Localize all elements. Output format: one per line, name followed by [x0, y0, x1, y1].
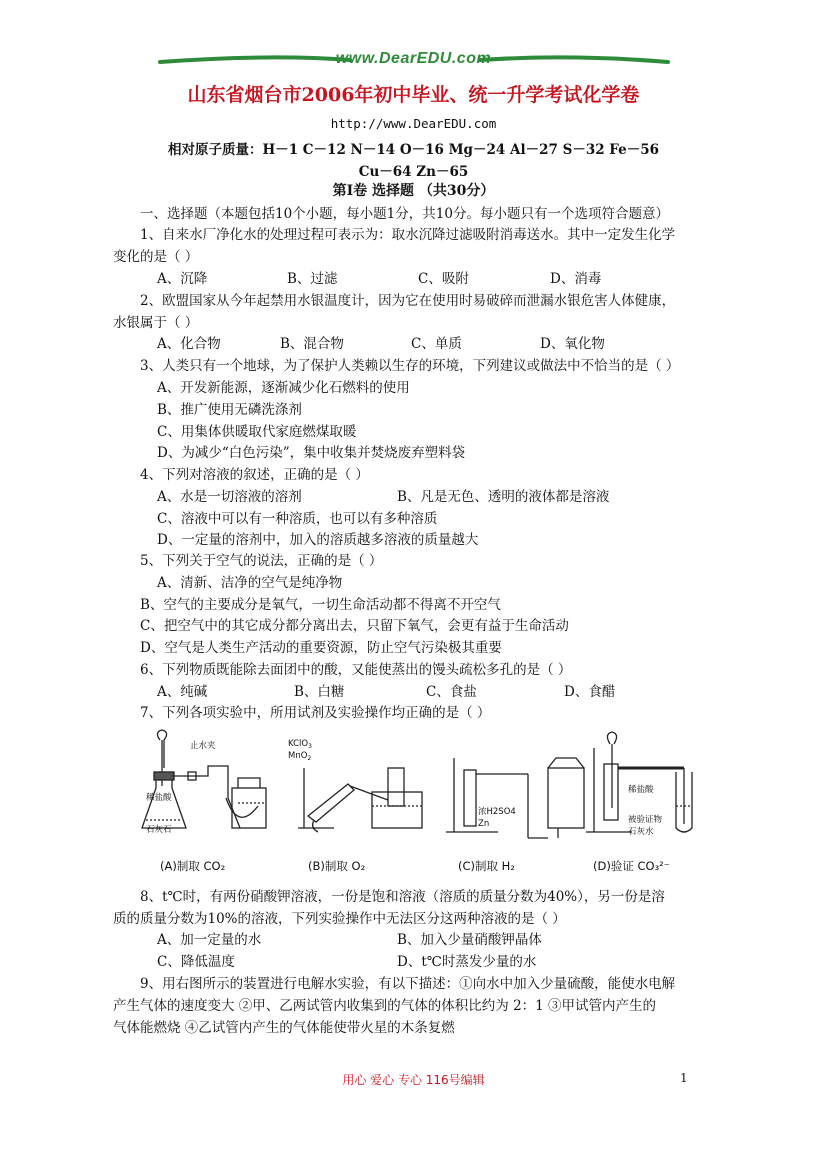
apparatus-c	[446, 758, 584, 838]
label-b-mno2: MnO$_2$	[288, 751, 312, 762]
label-d-acid: 稀盐酸	[628, 785, 654, 795]
q4-line1: 4、下列对溶液的叙述，正确的是（ ）	[140, 467, 369, 483]
page-number: 1	[680, 1071, 688, 1085]
q5-option-c[interactable]: C、把空气中的其它成分都分离出去，只留下氧气，会更有益于生命活动	[140, 618, 569, 634]
q9-line3: 气体能燃烧 ④乙试管内产生的气体能使带火星的木条复燃	[113, 1020, 455, 1036]
q1-line1: 1、自来水厂净化水的处理过程可表示为：取水沉降过滤吸附消毒送水。其中一定发生化学	[140, 227, 676, 243]
q6-option-c[interactable]: C、食盐	[426, 684, 477, 700]
source-url[interactable]: http://www.DearEDU.com	[330, 116, 497, 131]
q1-option-a[interactable]: A、沉降	[157, 271, 208, 287]
q1-option-b[interactable]: B、过滤	[287, 271, 338, 287]
label-c-zn: Zn	[478, 819, 490, 829]
label-a-limestone: 石灰石	[146, 825, 172, 835]
q5-option-d[interactable]: D、空气是人类生产活动的重要资源，防止空气污染极其重要	[140, 640, 502, 656]
q8-option-b[interactable]: B、加入少量硝酸钾晶体	[397, 932, 542, 948]
page-footer: 用心 爱心 专心 116号编辑	[342, 1073, 485, 1087]
q2-option-d[interactable]: D、氧化物	[540, 336, 605, 352]
q2-option-c[interactable]: C、单质	[411, 336, 462, 352]
caption-c: (C)制取 H₂	[458, 859, 515, 873]
section-title: 第Ⅰ卷 选择题 （共30分）	[332, 183, 495, 199]
q1-option-d[interactable]: D、消毒	[550, 271, 602, 287]
q8-option-a[interactable]: A、加一定量的水	[157, 932, 262, 948]
q8-line1: 8、t℃时，有两份硝酸钾溶液，一份是饱和溶液（溶质的质量分数为40%），另一份是溶	[140, 889, 665, 905]
apparatus-b	[298, 768, 422, 832]
q9-line1: 9、用右图所示的装置进行电解水实验，有以下描述：①向水中加入少量硫酸，能使水电解	[140, 976, 676, 992]
q5-option-a[interactable]: A、清新、洁净的空气是纯净物	[157, 575, 343, 591]
q3-option-d[interactable]: D、为减少“白色污染”，集中收集并焚烧废弃塑料袋	[157, 445, 466, 461]
q8-line2: 质的质量分数为10%的溶液，下列实验操作中无法区分这两种溶液的是（ ）	[113, 911, 566, 927]
q6-option-b[interactable]: B、白糖	[294, 684, 345, 700]
q4-option-a[interactable]: A、水是一切溶液的溶剂	[157, 489, 302, 505]
q2-line1: 2、欧盟国家从今年起禁用水银温度计，因为它在使用时易破碎而泄漏水银危害人体健康，	[140, 293, 676, 309]
label-stop-clamp: 止水夹	[190, 741, 216, 751]
q3-line1: 3、人类只有一个地球，为了保护人类赖以生存的环境，下列建议或做法中不恰当的是（ ）	[140, 358, 680, 374]
atomic-masses-line1: 相对原子质量：H－1 C－12 N－14 O－16 Mg－24 Al－27 S－32 Fe－56	[167, 142, 660, 158]
page-title: 山东省烟台市2006年初中毕业、统一升学考试化学卷	[187, 84, 640, 106]
q7-line1: 7、下列各项实验中，所用试剂及实验操作均正确的是（ ）	[140, 705, 491, 721]
caption-b: (B)制取 O₂	[308, 859, 366, 873]
q6-option-d[interactable]: D、食醋	[564, 684, 616, 700]
q8-option-d[interactable]: D、t℃时蒸发少量的水	[397, 954, 537, 970]
q4-option-c[interactable]: C、溶液中可以有一种溶质，也可以有多种溶质	[157, 511, 438, 527]
q6-line1: 6、下列物质既能除去面团中的酸，又能使蒸出的馒头疏松多孔的是（ ）	[140, 662, 572, 678]
q3-option-c[interactable]: C、用集体供暖取代家庭燃煤取暖	[157, 424, 357, 440]
label-d-limewater: 石灰水	[628, 827, 654, 837]
q6-option-a[interactable]: A、纯碱	[157, 684, 208, 700]
caption-d: (D)验证 CO₃²⁻	[593, 859, 670, 873]
q3-option-b[interactable]: B、推广使用无磷洗涤剂	[157, 402, 302, 418]
label-a-acid: 稀盐酸	[146, 793, 172, 803]
q1-line2: 变化的是（ ）	[113, 249, 199, 265]
q4-option-b[interactable]: B、凡是无色、透明的液体都是溶液	[397, 489, 610, 505]
q2-line2: 水银属于（ ）	[113, 315, 199, 331]
q3-option-a[interactable]: A、开发新能源，逐渐减少化石燃料的使用	[157, 380, 410, 396]
label-c-acid: 浓H2SO4	[478, 807, 516, 817]
site-logo: www.DearEDU.com	[335, 50, 492, 67]
q2-option-a[interactable]: A、化合物	[157, 336, 221, 352]
q7-apparatus-figure	[138, 728, 708, 878]
q4-option-d[interactable]: D、一定量的溶剂中，加入的溶质越多溶液的质量越大	[157, 532, 479, 548]
q9-line2: 产生气体的速度变大 ②甲、乙两试管内收集到的气体的体积比约为 2：1 ③甲试管内产生的	[113, 998, 657, 1014]
label-b-kclo3: KClO$_3$	[288, 739, 312, 750]
section-intro: 一、选择题（本题包括10个小题，每小题1分，共10分。每小题只有一个选项符合题意）	[140, 206, 669, 222]
atomic-masses-line2: Cu－64 Zn－65	[358, 164, 469, 180]
caption-a: (A)制取 CO₂	[160, 859, 226, 873]
q5-line1: 5、下列关于空气的说法，正确的是（ ）	[140, 553, 383, 569]
label-d-sample: 被验证物	[628, 815, 663, 825]
q5-option-b[interactable]: B、空气的主要成分是氧气，一切生命活动都不得离不开空气	[140, 597, 501, 613]
q8-option-c[interactable]: C、降低温度	[157, 954, 235, 970]
q1-option-c[interactable]: C、吸附	[418, 271, 469, 287]
q2-option-b[interactable]: B、混合物	[280, 336, 344, 352]
